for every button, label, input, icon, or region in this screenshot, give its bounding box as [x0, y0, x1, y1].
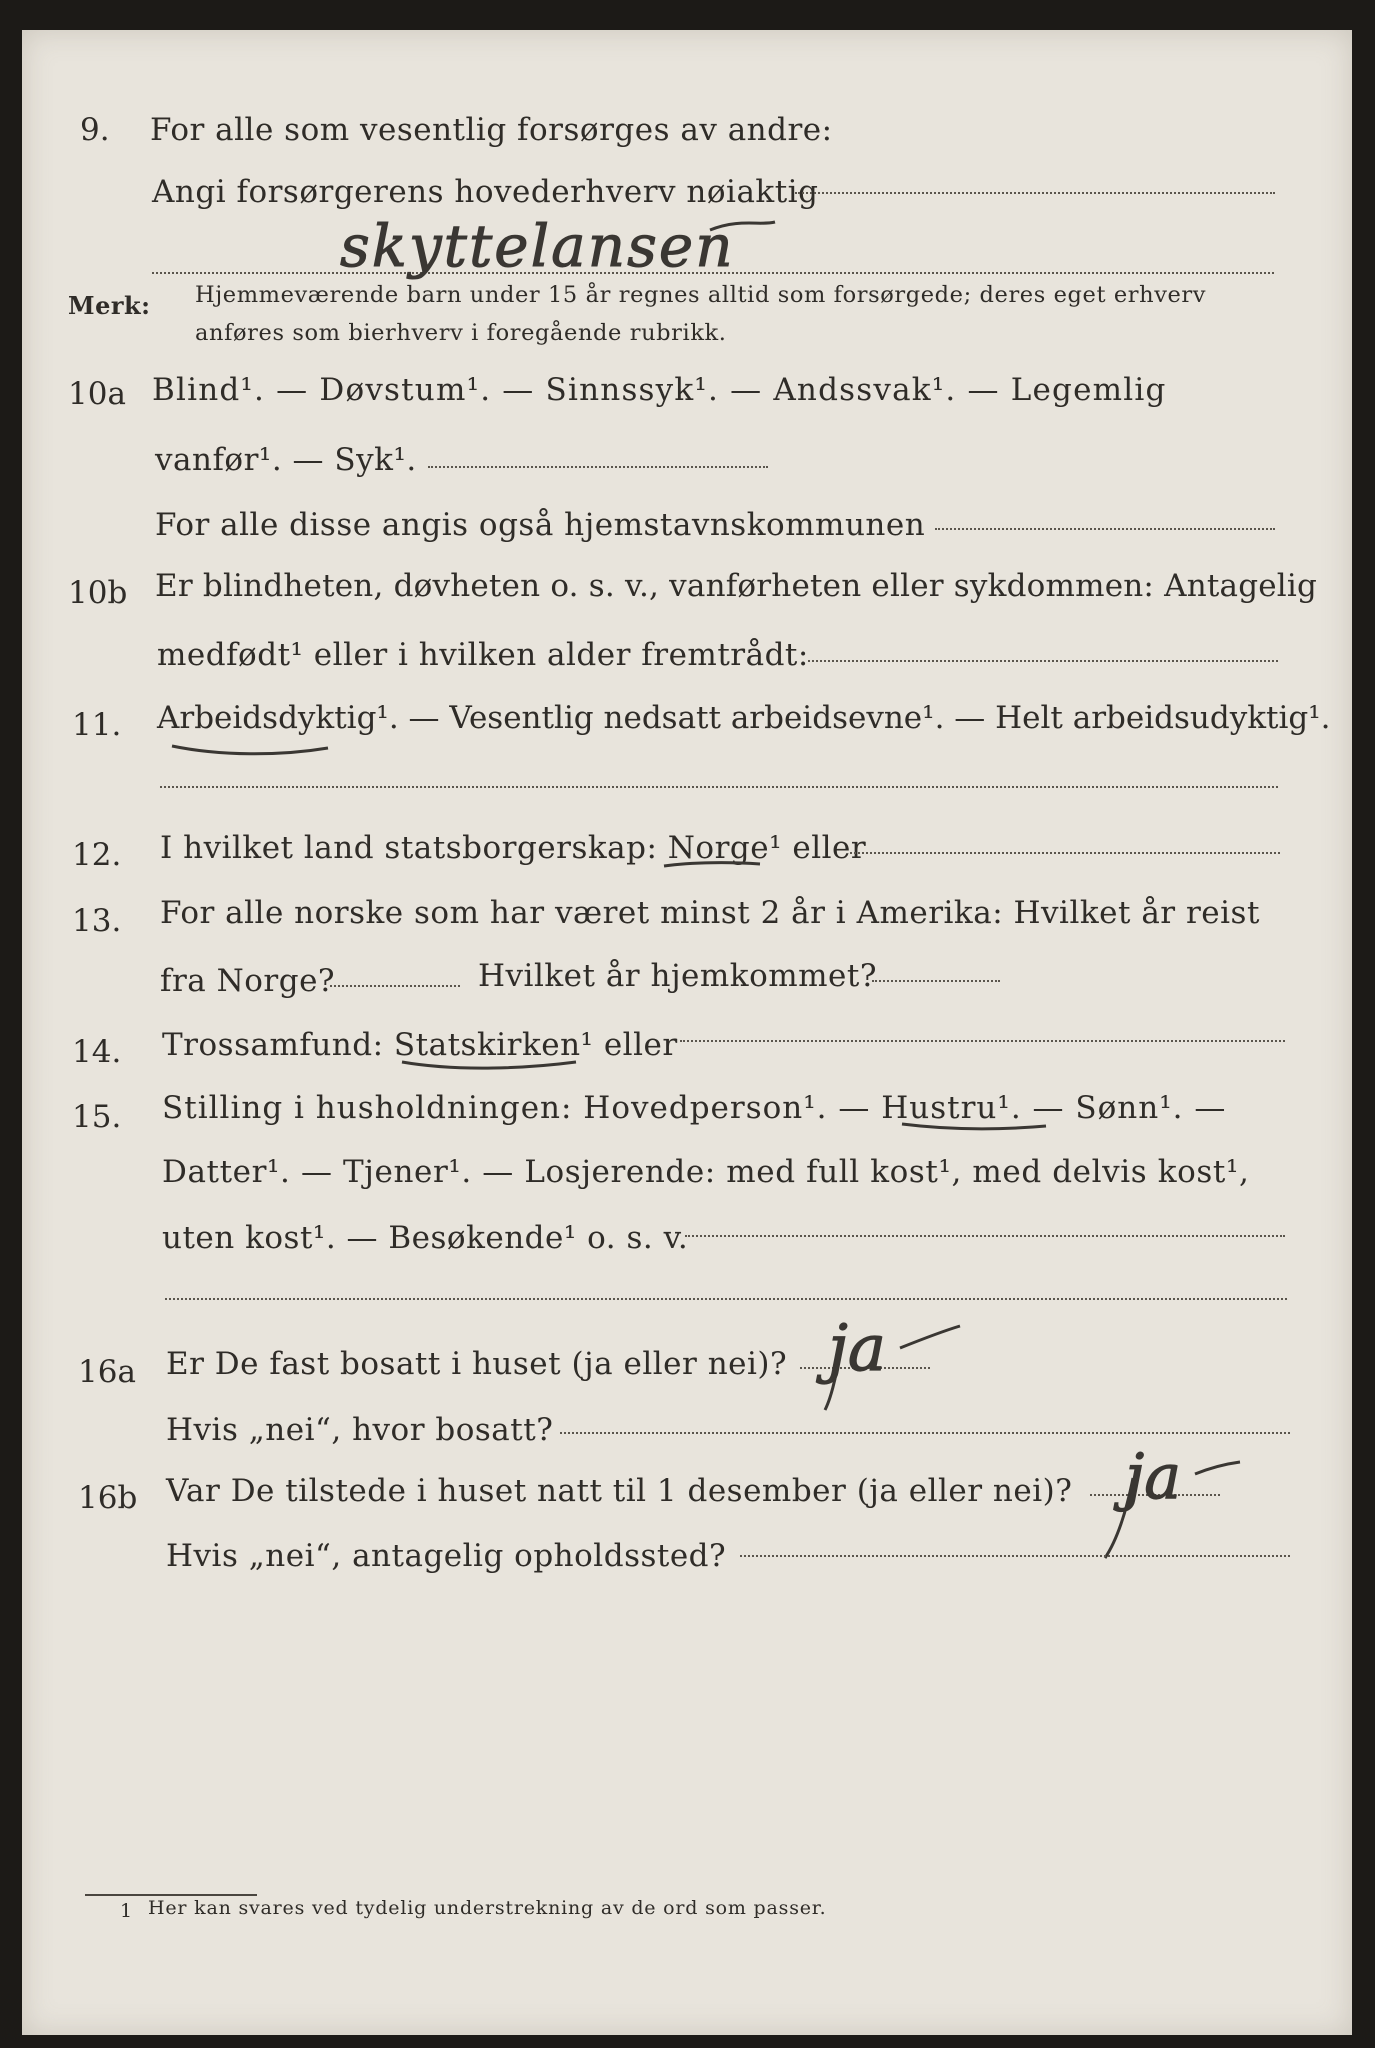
q9-answer-text: skyttelansen: [340, 212, 735, 280]
q16a-line2: Hvis „nei“, hvor bosatt?: [166, 1412, 554, 1448]
merk-line1: Hjemmeværende barn under 15 år regnes alltid som forsørgede; deres eget erhverv: [195, 282, 1207, 308]
q9-number: 9.: [80, 112, 110, 148]
q9-handwritten-answer: [320, 208, 800, 288]
q16b-line1: Var De tilstede i huset natt til 1 desember (ja eller nei)?: [166, 1473, 1073, 1509]
q10b-line1: Er blindheten, døvheten o. s. v., vanførheten eller sykdommen: Antagelig: [155, 568, 1318, 604]
q10b-answer-line: [808, 660, 1278, 662]
q9-answer-line: [795, 192, 1275, 194]
q16b-line2: Hvis „nei“, antagelig opholdssted?: [166, 1538, 727, 1574]
q9-line2: Angi forsørgerens hovederhverv nøiaktig: [152, 174, 819, 210]
q16b-handwritten-answer: [1085, 1438, 1245, 1568]
q14-underline-statskirken: [400, 1056, 580, 1072]
q15-underline-hustru: [900, 1118, 1050, 1134]
q10b-number: 10b: [68, 575, 128, 611]
q10a-answer-line: [428, 466, 768, 468]
q16a-line1: Er De fast bosatt i huset (ja eller nei)?: [166, 1346, 788, 1382]
q13-number: 13.: [72, 903, 122, 939]
q10b-line2: medfødt¹ eller i hvilken alder fremtrådt:: [157, 637, 809, 673]
q13-line2b: Hvilket år hjemkommet?: [478, 958, 877, 994]
q15-line1: Stilling i husholdningen: Hovedperson¹. — Hustru¹. — Sønn¹. —: [162, 1090, 1227, 1126]
q13-line1: For alle norske som har været minst 2 år i Amerika: Hvilket år reist: [160, 895, 1260, 931]
q12-line1: I hvilket land statsborgerskap: Norge¹ eller: [160, 830, 867, 866]
q11-number: 11.: [72, 707, 122, 743]
q10a-municipality-line: [935, 528, 1275, 530]
q16b-number: 16b: [78, 1480, 138, 1516]
q16a-number: 16a: [78, 1354, 136, 1390]
q10a-line2: vanfør¹. — Syk¹.: [155, 442, 417, 478]
q16a-answer-text: ja: [828, 1312, 886, 1386]
merk-label: Merk:: [68, 291, 151, 320]
footnote-text: Her kan svares ved tydelig understrekning av de ord som passer.: [148, 1897, 827, 1919]
q15-number: 15.: [72, 1099, 122, 1135]
q16b-location-line: [740, 1555, 1290, 1557]
q10a-line1: Blind¹. — Døvstum¹. — Sinnssyk¹. — Andssvak¹. — Legemlig: [152, 372, 1167, 408]
q10a-number: 10a: [68, 376, 126, 412]
q10a-line3: For alle disse angis også hjemstavnskommunen: [155, 507, 926, 543]
q15-answer-line: [685, 1235, 1285, 1237]
q13-return-year-line: [872, 980, 1000, 982]
merk-line2: anføres som bierhverv i foregående rubrikk.: [195, 320, 727, 346]
q11-answer-line: [160, 786, 1278, 788]
q14-answer-line: [680, 1040, 1285, 1042]
q13-line2a: fra Norge?: [160, 963, 336, 999]
q16b-answer-text: ja: [1125, 1440, 1182, 1513]
q11-line1: Arbeidsdyktig¹. — Vesentlig nedsatt arbeidsevne¹. — Helt arbeidsudyktig¹.: [157, 700, 1331, 736]
q16a-handwritten-answer: [810, 1310, 970, 1420]
q12-underline-norge: [662, 858, 762, 874]
q14-number: 14.: [72, 1034, 122, 1070]
q14-line1: Trossamfund: Statskirken¹ eller: [162, 1027, 678, 1063]
footnote-mark: 1: [120, 1900, 133, 1922]
q12-number: 12.: [72, 837, 122, 873]
q15-line2: Datter¹. — Tjener¹. — Losjerende: med full kost¹, med delvis kost¹,: [162, 1154, 1250, 1190]
footnote-rule: [85, 1894, 257, 1896]
q11-underline-arbeidsdyktig: [170, 742, 330, 758]
q15-line3: uten kost¹. — Besøkende¹ o. s. v.: [162, 1220, 689, 1256]
q15-answer-line-2: [165, 1298, 1287, 1300]
q12-answer-line: [850, 852, 1280, 854]
q16a-residence-line: [560, 1432, 1290, 1434]
q9-line1: For alle som vesentlig forsørges av andre:: [150, 112, 833, 148]
q13-departure-year-line: [330, 985, 460, 987]
